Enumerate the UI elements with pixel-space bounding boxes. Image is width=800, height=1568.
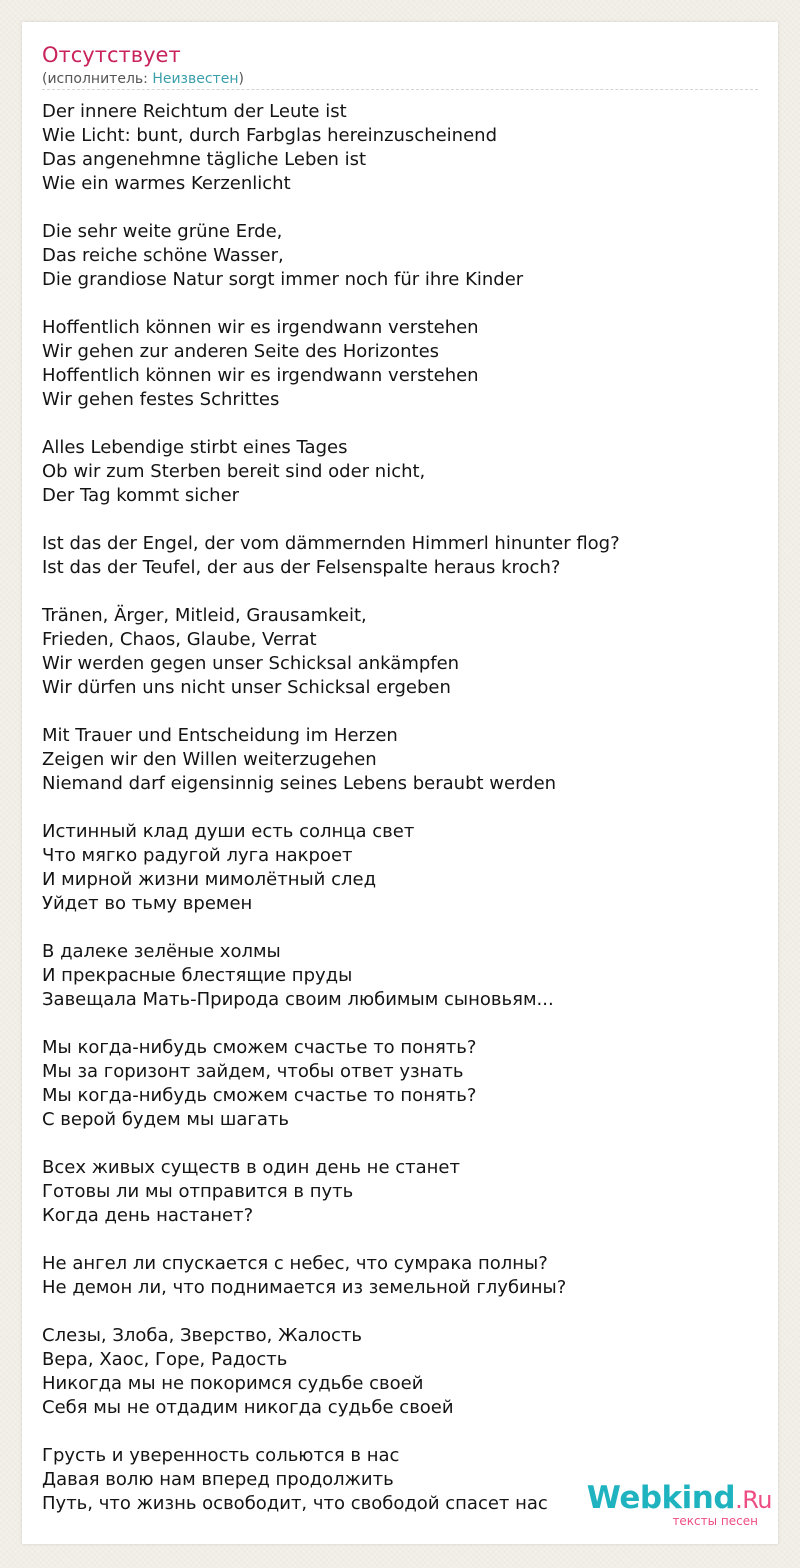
lyric-line: Ist das der Teufel, der aus der Felsenspalte heraus kroch? [42, 557, 561, 578]
lyric-line: Tränen, Ärger, Mitleid, Grausamkeit, [42, 605, 367, 626]
stanza [42, 724, 762, 796]
lyric-line: Завещала Мать-Природа своим любимым сыновьям... [42, 989, 554, 1010]
lyric-line: Мы когда-нибудь сможем счастье то понять? [42, 1085, 477, 1106]
lyric-line: Zeigen wir den Willen weiterzugehen [42, 749, 377, 770]
artist-prefix: (исполнитель: [42, 71, 153, 87]
lyrics-text [42, 100, 762, 1540]
lyric-line: Всех живых существ в один день не станет [42, 1157, 460, 1178]
watermark-domain: .Ru [735, 1486, 772, 1514]
lyric-line: Давая волю нам вперед продолжить [42, 1469, 394, 1490]
stanza [42, 436, 762, 508]
lyric-line: Niemand darf eigensinnig seines Lebens beraubt werden [42, 773, 557, 794]
lyric-line: Когда день настанет? [42, 1205, 254, 1226]
lyric-line: Что мягко радугой луга накроет [42, 845, 353, 866]
lyric-line: Истинный клад души есть солнца свет [42, 821, 415, 842]
stanza [42, 1324, 762, 1420]
lyric-line: С верой будем мы шагать [42, 1109, 289, 1130]
stanza [42, 940, 762, 1012]
lyric-line: Der Tag kommt sicher [42, 485, 240, 506]
lyric-line: Ist das der Engel, der vom dämmernden Himmerl hinunter flog? [42, 533, 620, 554]
lyric-line: Wir dürfen uns nicht unser Schicksal ergeben [42, 677, 451, 698]
lyric-line: Слезы, Злоба, Зверство, Жалость [42, 1325, 363, 1346]
lyric-line: И прекрасные блестящие пруды [42, 965, 353, 986]
watermark-brand-name: Webkind [586, 1480, 736, 1516]
lyric-line: Hoffentlich können wir es irgendwann verstehen [42, 317, 479, 338]
lyric-line: Wie ein warmes Kerzenlicht [42, 173, 291, 194]
lyric-line: Die grandiose Natur sorgt immer noch für ihre Kinder [42, 269, 524, 290]
lyric-line: В далеке зелёные холмы [42, 941, 281, 962]
lyric-line: Мы за горизонт зайдем, чтобы ответ узнать [42, 1061, 464, 1082]
artist-line [42, 70, 244, 88]
stanza [42, 1444, 762, 1516]
stanza [42, 1036, 762, 1132]
artist-link[interactable]: Неизвестен [152, 71, 239, 87]
stanza [42, 316, 762, 412]
stanza [42, 100, 762, 196]
lyric-line: Ob wir zum Sterben bereit sind oder nicht, [42, 461, 426, 482]
lyric-line: Mit Trauer und Entscheidung im Herzen [42, 725, 398, 746]
lyric-line: Der innere Reichtum der Leute ist [42, 101, 347, 122]
lyric-line: Путь, что жизнь освободит, что свободой спасет нас [42, 1493, 548, 1514]
stanza [42, 1156, 762, 1228]
lyrics-card [22, 22, 778, 1544]
lyric-line: Wir gehen festes Schrittes [42, 389, 280, 410]
lyric-line: Не демон ли, что поднимается из земельной глубины? [42, 1277, 567, 1298]
song-title: Отсутствует [42, 43, 181, 67]
lyric-line: Грусть и уверенность сольются в нас [42, 1445, 400, 1466]
title-divider [42, 89, 758, 90]
lyric-line: Hoffentlich können wir es irgendwann verstehen [42, 365, 479, 386]
lyric-line: Готовы ли мы отправится в путь [42, 1181, 354, 1202]
lyric-line: Мы когда-нибудь сможем счастье то понять? [42, 1037, 477, 1058]
lyric-line: Никогда мы не покоримся судьбе своей [42, 1373, 424, 1394]
lyric-line: Das reiche schöne Wasser, [42, 245, 284, 266]
lyric-line: Die sehr weite grüne Erde, [42, 221, 283, 242]
stanza [42, 220, 762, 292]
stanza [42, 820, 762, 916]
lyric-line: Не ангел ли спускается с небес, что сумрака полны? [42, 1253, 548, 1274]
lyric-line: Frieden, Chaos, Glaube, Verrat [42, 629, 317, 650]
lyric-line: И мирной жизни мимолётный след [42, 869, 377, 890]
lyric-line: Вера, Хаос, Горе, Радость [42, 1349, 288, 1370]
watermark-subtitle: тексты песен [672, 1514, 758, 1528]
stanza [42, 1252, 762, 1300]
lyric-line: Wir werden gegen unser Schicksal ankämpfen [42, 653, 460, 674]
lyric-line: Wie Licht: bunt, durch Farbglas hereinzuscheinend [42, 125, 498, 146]
stanza [42, 532, 762, 580]
lyric-line: Alles Lebendige stirbt eines Tages [42, 437, 348, 458]
lyric-line: Das angenehmne tägliche Leben ist [42, 149, 367, 170]
stanza [42, 604, 762, 700]
lyric-line: Уйдет во тьму времен [42, 893, 253, 914]
lyric-line: Себя мы не отдадим никогда судьбе своей [42, 1397, 454, 1418]
artist-suffix: ) [238, 71, 244, 87]
lyric-line: Wir gehen zur anderen Seite des Horizontes [42, 341, 440, 362]
